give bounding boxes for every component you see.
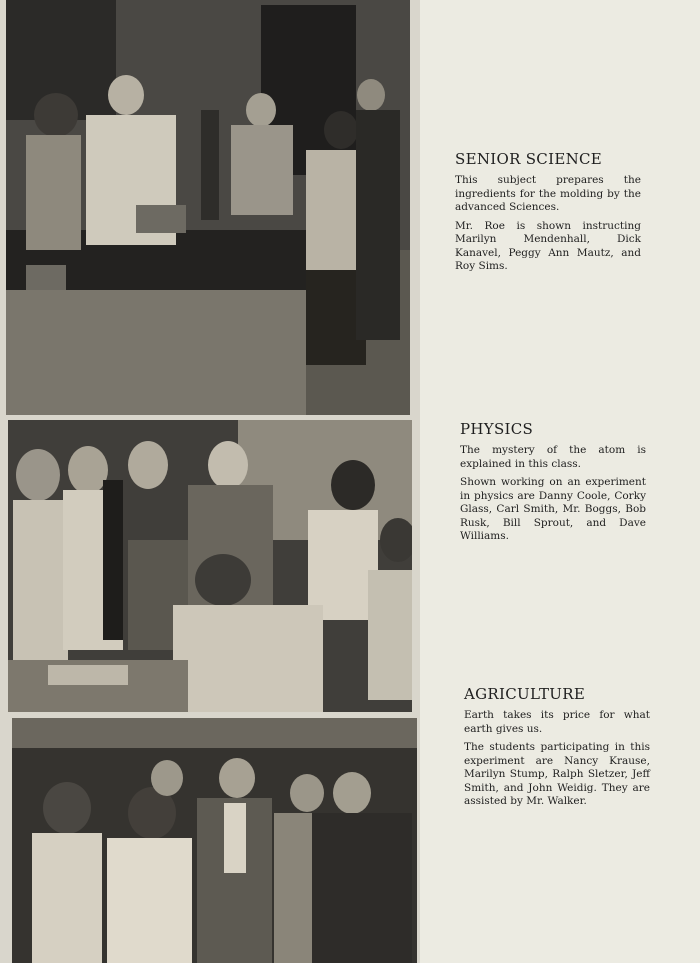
caption-physics	[460, 420, 646, 549]
agriculture-photo	[12, 718, 417, 963]
senior-science-heading: SENIOR SCIENCE	[455, 150, 603, 168]
agriculture-photo-art	[12, 718, 417, 963]
physics-intro: The mystery of the atom is explained in this class.	[460, 444, 646, 470]
agriculture-heading: AGRICULTURE	[464, 685, 586, 703]
senior-science-intro: This subject prepares the ingredients for the molding by the advanced Sciences.	[455, 174, 641, 213]
senior-science-photo-art	[6, 0, 410, 415]
agriculture-names: The students participating in this experiment are Nancy Krause, Marilyn Stump, Ralph Sletzer, Jeff Smith, and John Weidig. They are assisted by Mr. Walker.	[464, 741, 650, 807]
physics-names: Shown working on an experiment in physics are Danny Coole, Corky Glass, Carl Smith, Mr. Boggs, Bob Rusk, Bill Sprout, and Dave Williams.	[460, 476, 646, 542]
caption-senior-science	[455, 150, 641, 279]
physics-photo	[8, 420, 412, 712]
physics-heading: PHYSICS	[460, 420, 534, 438]
senior-science-photo	[6, 0, 410, 415]
agriculture-intro: Earth takes its price for what earth gives us.	[464, 709, 650, 735]
senior-science-names: Mr. Roe is shown instructing Marilyn Mendenhall, Dick Kanavel, Peggy Ann Mautz, and Roy Sims.	[455, 219, 641, 272]
physics-photo-art	[8, 420, 412, 712]
caption-agriculture	[464, 685, 650, 814]
